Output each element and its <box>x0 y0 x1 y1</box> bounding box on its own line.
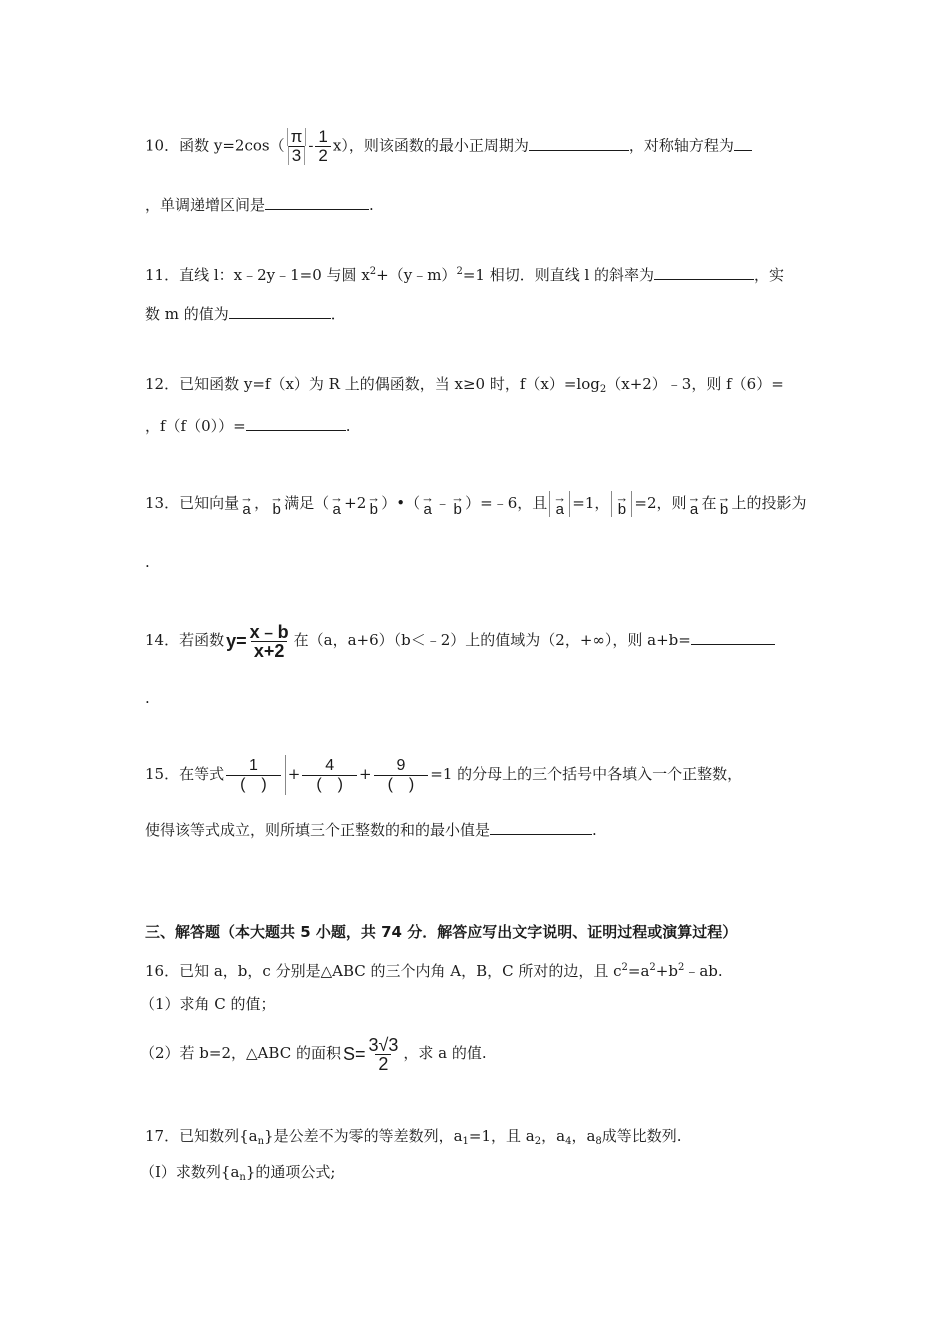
q12-sub: 2 <box>599 384 607 395</box>
q17-sub-4: 4 <box>565 1136 572 1147</box>
q15-end: . <box>592 821 597 839</box>
q13-vb-5: b <box>719 501 729 518</box>
q13-text-a: 13．已知向量 <box>145 494 240 512</box>
q15-paren-2[interactable]: ( ) <box>302 775 357 794</box>
q15-plus-1: + <box>287 765 301 783</box>
q13-va-4: a <box>555 501 564 518</box>
q13-plus2: +2 <box>344 494 367 512</box>
q11-text-a: 11．直线 l：x﹣2y﹣1=0 与圆 x <box>145 266 370 284</box>
question-16-line-1 <box>145 958 723 981</box>
vector-a <box>421 492 434 516</box>
question-10-line-2 <box>145 195 374 215</box>
question-14-line-2 <box>145 688 150 708</box>
q12-text-a: 12．已知函数 y=f（x）为 R 上的偶函数，当 x≥0 时，f（x）=log <box>145 375 600 393</box>
q10-text-c: ，对称轴方程为 <box>628 136 734 155</box>
q13-text-g: 在 <box>701 494 717 512</box>
vector-a <box>553 492 566 516</box>
q15-answer-blank[interactable] <box>490 820 592 835</box>
question-14-line-1 <box>145 618 775 663</box>
q16-fraction-body <box>365 1036 401 1073</box>
q13-text-h: 上的投影为 <box>731 494 807 512</box>
q14-fraction-body <box>247 623 292 660</box>
q11-sup-2: 2 <box>456 266 463 277</box>
q13-va-5: a <box>689 501 699 518</box>
q15-fraction-3 <box>374 757 429 794</box>
q14-line2-text: . <box>145 689 150 707</box>
q12-line2-text: ，f（f（0））= <box>145 417 246 435</box>
q15-text-a: 15．在等式 <box>145 765 225 783</box>
q13-text-d: ）=﹣6，且 <box>465 494 548 512</box>
q13-text-f: =2，则 <box>634 494 687 512</box>
q16-text-b: =a <box>627 962 650 980</box>
q10-text-b: x），则该函数的最小正周期为 <box>332 136 529 155</box>
q17-text-d: ，a <box>541 1127 566 1145</box>
vector-arrow-icon: → <box>687 490 701 505</box>
q14-y: y= <box>226 631 247 651</box>
q16-s: S= <box>342 1044 366 1064</box>
q10-one: 1 <box>318 127 328 146</box>
q10-text-a: 10．函数 y=2cos（ <box>145 136 285 155</box>
q16-text-c: +b <box>655 962 678 980</box>
q16-den: 2 <box>375 1054 391 1073</box>
q17-text-c: =1，且 a <box>468 1127 535 1145</box>
vector-arrow-icon: → <box>270 490 284 505</box>
q15-fraction-1 <box>226 757 281 794</box>
vector-a <box>688 492 701 516</box>
question-15-line-2 <box>145 820 597 840</box>
q17-text-e: ，a <box>571 1127 596 1145</box>
q12-answer-blank[interactable] <box>246 416 346 431</box>
q15-line2-text: 使得该等式成立，则所填三个正整数的和的最小值是 <box>145 821 491 839</box>
q13-va: a <box>242 501 251 518</box>
q14-text-b: 在（a，a+6）（b＜﹣2）上的值域为（2，+∞），则 a+b= <box>293 631 691 649</box>
question-12-line-1 <box>145 374 784 400</box>
q11-line2-text: 数 m 的值为 <box>145 305 229 323</box>
q10-fraction-1-2 <box>315 128 330 165</box>
q17-part1-text-a: （Ⅰ）求数列{a <box>140 1163 240 1181</box>
question-13-line-2 <box>145 552 150 572</box>
q15-paren-3[interactable]: ( ) <box>374 775 429 794</box>
q11-text-b: +（y﹣m） <box>376 266 457 284</box>
vector-b <box>615 492 628 516</box>
q17-sub-2: 2 <box>534 1136 542 1147</box>
q16-text-d: ﹣ab. <box>684 962 723 980</box>
vector-arrow-icon: → <box>367 490 381 505</box>
q13-text-b: 满足（ <box>284 494 330 512</box>
abs-bar <box>631 491 632 517</box>
question-11-line-2 <box>145 304 346 324</box>
section-3-heading: 三、解答题（本大题共 5 小题，共 74 分．解答应写出文字说明、证明过程或演算过程） <box>145 923 738 941</box>
vector-arrow-icon: → <box>717 490 731 505</box>
q11-answer-blank-1[interactable] <box>654 265 754 280</box>
question-17-line-1 <box>145 1126 682 1152</box>
q13-minus: ﹣ <box>435 494 451 512</box>
q10-pi: π <box>287 128 307 146</box>
vector-a <box>330 492 343 516</box>
question-13-line-1 <box>145 488 807 518</box>
q16-area-fraction <box>343 1031 401 1077</box>
q15-n3: 9 <box>396 756 406 774</box>
abs-bar <box>569 491 570 517</box>
q16-sup-3: 2 <box>677 962 685 973</box>
divider <box>285 755 286 795</box>
q13-va-3: a <box>423 501 432 518</box>
q15-plus-2: + <box>359 765 372 783</box>
question-10-line-1 <box>145 128 752 165</box>
q16-sup-2: 2 <box>649 962 656 973</box>
abs-bar <box>549 491 550 517</box>
q10-two: 2 <box>315 146 330 165</box>
q14-text-a: 14．若函数 <box>145 631 225 649</box>
q15-n1: 1 <box>248 756 258 774</box>
vector-b <box>451 492 464 516</box>
q15-n2: 4 <box>325 756 335 774</box>
q11-sup: 2 <box>369 266 377 277</box>
q10-line2-text: ，单调递增区间是 <box>145 196 266 214</box>
q14-answer-blank[interactable] <box>691 630 775 645</box>
q10-fraction-pi-3 <box>287 128 307 165</box>
q17-text-f: 成等比数列. <box>601 1127 682 1145</box>
q13-va-2: a <box>332 501 341 518</box>
vector-arrow-icon: → <box>553 490 567 505</box>
q17-text-a: 17．已知数列{a <box>145 1127 258 1145</box>
q13-vb-3: b <box>453 501 462 518</box>
vector-arrow-icon: → <box>330 490 344 505</box>
vector-a <box>240 492 253 516</box>
q10-answer-blank-3[interactable] <box>265 195 369 210</box>
q15-paren-1[interactable]: ( ) <box>226 775 281 794</box>
q11-answer-blank-2[interactable] <box>229 304 331 319</box>
q15-text-b: =1 的分母上的三个括号中各填入一个正整数， <box>430 765 743 783</box>
vector-arrow-icon: → <box>240 490 254 505</box>
q15-fraction-2 <box>302 757 357 794</box>
q13-comma: ， <box>254 494 270 512</box>
q13-vb: b <box>272 501 281 518</box>
q10-answer-blank-1[interactable] <box>529 136 629 151</box>
q13-text-c: ）•（ <box>381 494 421 512</box>
vector-arrow-icon: → <box>615 490 629 505</box>
q17-sub-8: 8 <box>595 1136 602 1147</box>
question-16-part-1: （1）求角 C 的值； <box>140 995 276 1013</box>
q11-end: ． <box>330 305 346 323</box>
q16-num: 3√3 <box>368 1034 399 1055</box>
q16-sup-1: 2 <box>621 962 628 973</box>
question-15-line-1 <box>145 752 742 796</box>
vector-b <box>367 492 380 516</box>
q12-end: . <box>345 417 351 435</box>
question-12-line-2 <box>145 416 351 436</box>
q11-text-d: ，实 <box>754 266 785 284</box>
q14-den: x+2 <box>251 641 288 660</box>
question-11-line-1 <box>145 262 784 285</box>
q11-text-c: =1 相切．则直线 l 的斜率为 <box>462 266 655 284</box>
q12-text-b: （x+2）﹣3，则 f（6）= <box>606 375 784 393</box>
q17-sub-1: 1 <box>462 1136 469 1147</box>
q13-line2-text: . <box>145 553 150 571</box>
q17-sub-n: n <box>257 1136 265 1147</box>
q13-vb-4: b <box>617 501 627 518</box>
q10-three: 3 <box>288 146 305 165</box>
vector-arrow-icon: → <box>451 490 465 505</box>
q13-vb-2: b <box>369 501 378 518</box>
vector-b <box>270 492 283 516</box>
q16-part2-text-b: ，求 a 的值. <box>403 1044 487 1062</box>
q10-answer-blank-2[interactable] <box>734 136 752 151</box>
vector-arrow-icon: → <box>421 490 435 505</box>
q16-part2-text-a: （2）若 b=2，△ABC 的面积 <box>140 1044 341 1062</box>
question-16-part-2 <box>140 1030 487 1077</box>
q14-num: x﹣b <box>249 621 289 642</box>
q10-end: . <box>369 196 374 214</box>
q10-minus: - <box>308 136 314 155</box>
q16-text-a: 16．已知 a，b，c 分别是△ABC 的三个内角 A，B，C 所对的边，且 c <box>145 962 622 980</box>
q17-text-b: }是公差不为零的等差数列，a <box>264 1127 463 1145</box>
q14-function-fraction <box>226 619 292 663</box>
q17-part1-text-b: }的通项公式; <box>245 1163 336 1181</box>
q13-text-e: =1， <box>572 494 610 512</box>
question-17-part-1 <box>140 1162 335 1188</box>
q17-part1-sub-n: n <box>239 1172 246 1183</box>
vector-b <box>718 492 731 516</box>
abs-bar <box>611 491 612 517</box>
